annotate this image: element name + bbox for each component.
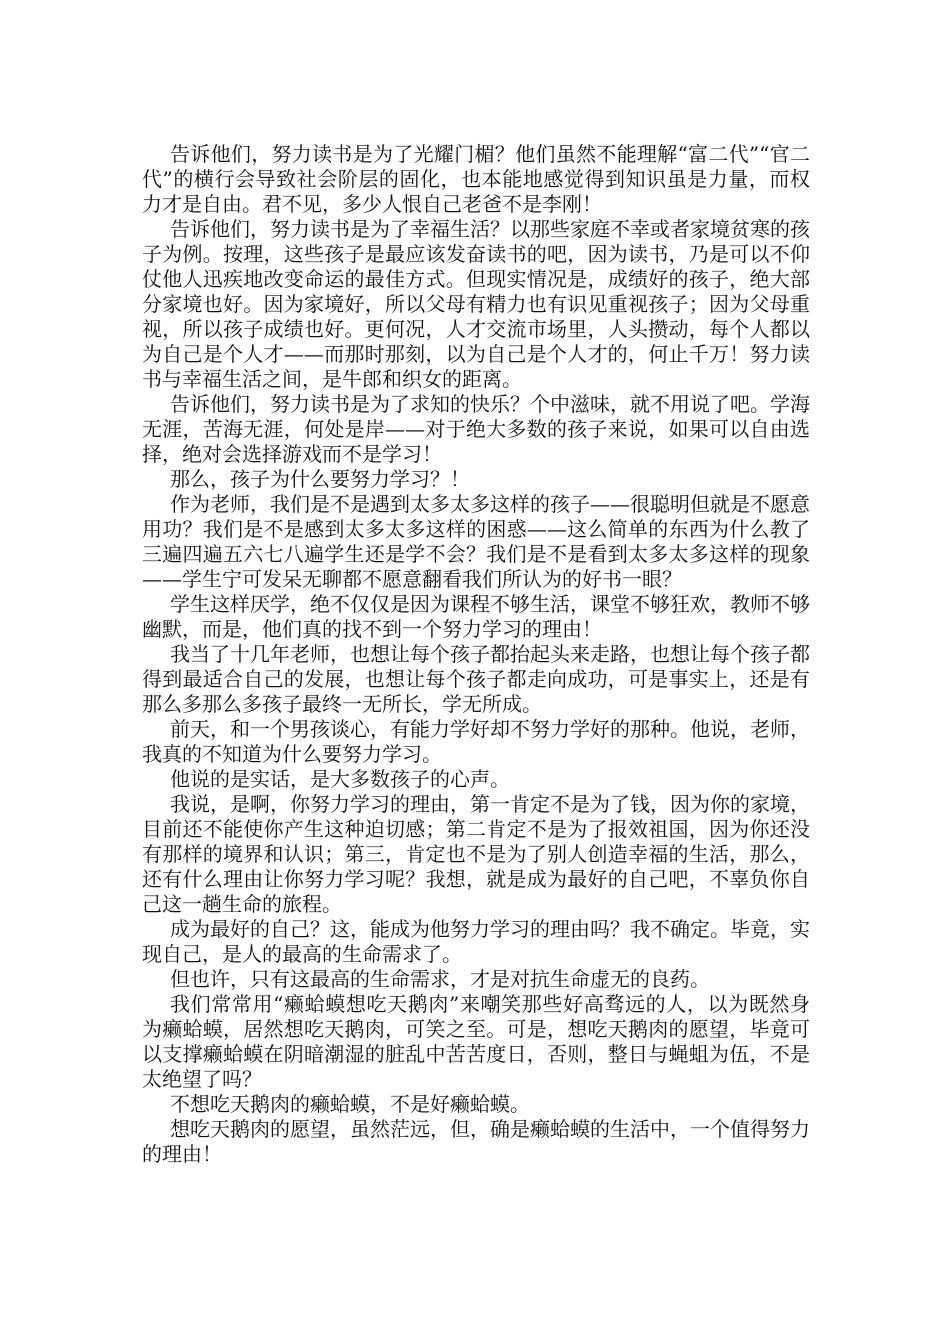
paragraph: 我说，是啊，你努力学习的理由，第一肯定不是为了钱，因为你的家境，目前还不能使你产生这种迫切感；第二肯定不是为了报效祖国，因为你还没有那样的境界和认识；第三，肯定也不是为了别人创造幸福的生活，那么，还有什么理由让你努力学习呢？我想，就是成为最好的自己吧，不辜负你自己这一趟生命的旅程。 xyxy=(142,792,810,916)
paragraph: 告诉他们，努力读书是为了幸福生活？以那些家庭不幸或者家境贫寒的孩子为例。按理，这些孩子是最应该发奋读书的吧，因为读书，乃是可以不仰仗他人迅疾地改变命运的最佳方式。但现实情况是，成绩好的孩子，绝大部分家境也好。因为家境好，所以父母有精力也有识见重视孩子；因为父母重视，所以孩子成绩也好。更何况，人才交流市场里，人头攒动，每个人都以为自己是个人才——而那时那刻，以为自己是个人才的，何止千万！努力读书与幸福生活之间，是牛郎和织女的距离。 xyxy=(142,217,810,391)
paragraph: 他说的是实话，是大多数孩子的心声。 xyxy=(170,767,510,791)
paragraph: 成为最好的自己？这，能成为他努力学习的理由吗？我不确定。毕竟，实现自己，是人的最高的生命需求了。 xyxy=(142,917,810,966)
paragraph: 不想吃天鹅肉的癞蛤蟆，不是好癞蛤蟆。 xyxy=(170,1092,530,1116)
paragraph: 想吃天鹅肉的愿望，虽然茫远，但，确是癞蛤蟆的生活中，一个值得努力的理由！ xyxy=(142,1117,810,1166)
paragraph: 但也许，只有这最高的生命需求，才是对抗生命虚无的良药。 xyxy=(170,967,710,991)
paragraph: 那么，孩子为什么要努力学习？！ xyxy=(170,467,470,491)
document-body xyxy=(142,142,810,1167)
paragraph: 告诉他们，努力读书是为了求知的快乐？个中滋味，就不用说了吧。学海无涯，苦海无涯，何处是岸——对于绝大多数的孩子来说，如果可以自由选择，绝对会选择游戏而不是学习！ xyxy=(142,392,810,466)
paragraph: 作为老师，我们是不是遇到太多太多这样的孩子——很聪明但就是不愿意用功？我们是不是感到太多太多这样的困惑——这么简单的东西为什么教了三遍四遍五六七八遍学生还是学不会？我们是不是看到太多太多这样的现象——学生宁可发呆无聊都不愿意翻看我们所认为的好书一眼？ xyxy=(142,492,810,591)
paragraph: 告诉他们，努力读书是为了光耀门楣？他们虽然不能理解“富二代”“官二代”的横行会导致社会阶层的固化，也本能地感觉得到知识虽是力量，而权力才是自由。君不见，多少人恨自己老爸不是李刚！ xyxy=(142,142,810,216)
paragraph: 学生这样厌学，绝不仅仅是因为课程不够生活，课堂不够狂欢，教师不够幽默，而是，他们真的找不到一个努力学习的理由！ xyxy=(142,592,810,641)
paragraph: 我们常常用“癞蛤蟆想吃天鹅肉”来嘲笑那些好高骛远的人，以为既然身为癞蛤蟆，居然想吃天鹅肉，可笑之至。可是，想吃天鹅肉的愿望，毕竟可以支撑癞蛤蟆在阴暗潮湿的脏乱中苦苦度日，否则，整日与蝇蛆为伍，不是太绝望了吗？ xyxy=(142,992,810,1091)
paragraph: 我当了十几年老师，也想让每个孩子都抬起头来走路，也想让每个孩子都得到最适合自己的发展，也想让每个孩子都走向成功，可是事实上，还是有那么多那么多孩子最终一无所长，学无所成。 xyxy=(142,642,810,716)
paragraph: 前天，和一个男孩谈心，有能力学好却不努力学好的那种。他说，老师，我真的不知道为什么要努力学习。 xyxy=(142,717,810,766)
